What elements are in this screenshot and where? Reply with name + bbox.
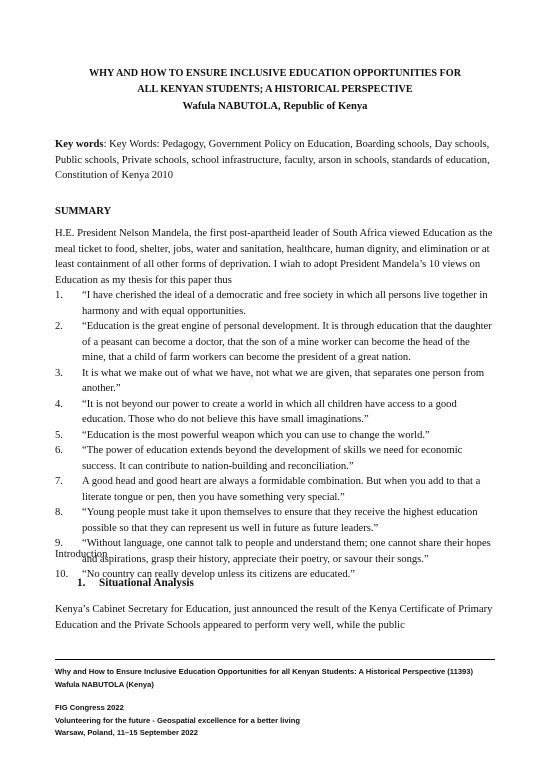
footer-conference-venue: Warsaw, Poland, 11–15 September 2022	[55, 728, 198, 737]
keywords-text: : Key Words: Pedagogy, Government Policy on Education, Boarding schools, Day schools, Public schools, Private schools, school infrastructure, faculty, arson in schools, standards of education, Constitution of Kenya 2010	[55, 139, 490, 181]
list-item-number: 2.	[55, 321, 63, 332]
list-item-number: 4.	[55, 398, 63, 410]
list-item-number: 1.	[55, 290, 63, 301]
list-item-text: “It is not beyond our power to create a world in which all children have access to a good education. Those who do not believe this have small imaginations.”	[82, 398, 457, 425]
list-item	[55, 397, 495, 428]
list-item-text: A good head and good heart are always a formidable combination. But when you add to that a literate tongue or pen, then you have something very special.”	[82, 476, 481, 503]
footer-divider	[55, 659, 495, 660]
summary-heading: SUMMARY	[55, 206, 112, 217]
summary-paragraph: H.E. President Nelson Mandela, the first post-apartheid leader of South Africa viewed Education as the meal ticket to food, shelter, jobs, water and sanitation, healthcare, human dignity, and elimination or at least containment of all other forms of deprivation. I wiah to adopt President Mandela’s 10 views on Education as my thesis for this paper thus	[55, 228, 493, 286]
list-item	[55, 505, 495, 536]
list-item-text: “I have cherished the ideal of a democratic and free society in which all persons live together in harmony and with equal opportunities.	[82, 290, 488, 317]
list-item-text: “No country can really develop unless its citizens are educated.”	[82, 569, 355, 580]
list-item-number: 7.	[55, 476, 63, 487]
section-title: Situational Analysis	[99, 577, 194, 589]
list-item	[55, 474, 495, 505]
list-item-text: “Education is the most powerful weapon which you can use to change the world.”	[82, 429, 430, 441]
list-item-number: 8.	[55, 507, 63, 518]
section-paragraph: Kenya’s Cabinet Secretary for Education, just announced the result of the Kenya Certificate of Primary Education and the Private Schools appeared to perform very well, while the public	[55, 604, 493, 631]
section-heading	[77, 577, 194, 589]
title-line-1: WHY AND HOW TO ENSURE INCLUSIVE EDUCATION OPPORTUNITIES FOR	[88, 68, 462, 79]
section-number: 1.	[77, 577, 86, 589]
footer-conference-theme: Volunteering for the future - Geospatial excellence for a better living	[55, 715, 301, 725]
footer-conference	[55, 702, 505, 740]
keywords-label: Key words	[55, 139, 104, 150]
list-item	[55, 319, 495, 366]
title-line-2: ALL KENYAN STUDENTS; A HISTORICAL PERSPECTIVE	[137, 84, 413, 95]
keywords-paragraph	[55, 137, 495, 184]
paper-title	[55, 66, 495, 98]
list-item	[55, 366, 495, 397]
list-item-text: “Without language, one cannot talk to people and understand them; one cannot share their hopes and aspirations, grasp their history, appreciate their poetry, or savour their songs.”	[82, 538, 491, 565]
list-item	[55, 288, 495, 319]
list-item	[55, 428, 495, 444]
footer-author: Wafula NABUTOLA (Kenya)	[55, 679, 154, 689]
footer-citation	[55, 666, 505, 691]
list-item-text: It is what we make out of what we have, not what we are given, that separates one person from another.”	[82, 367, 485, 394]
list-item-text: “The power of education extends beyond the development of skills we need for economic success. It can contribute to nation-building and reconciliation.”	[82, 445, 463, 472]
list-item-number: 5.	[55, 429, 63, 441]
list-item-number: 10.	[55, 569, 69, 580]
list-item-number: 9.	[55, 538, 63, 549]
list-item-text: “Education is the great engine of personal development. It is through education that the daughter of a peasant can become a doctor, that the son of a mine worker can become the head of the mine, that a child of farm workers can become the president of a great nation.	[82, 321, 492, 363]
footer-paper-title: Why and How to Ensure Inclusive Education Opportunities for all Kenyan Students: A Historical Perspective (11393)	[55, 667, 474, 676]
footer-conference-name: FIG Congress 2022	[55, 703, 124, 712]
list-item-text: “Young people must take it upon themselves to ensure that they receive the highest education possible so that they can represent us well in future as future leaders.”	[82, 507, 478, 534]
list-item-number: 6.	[55, 445, 63, 456]
author-line: Wafula NABUTOLA, Republic of Kenya	[182, 101, 368, 112]
list-item	[55, 443, 495, 474]
introduction-label: Introduction	[55, 549, 108, 560]
mandela-quotes-list	[55, 288, 495, 583]
list-item	[55, 536, 495, 567]
list-item-number: 3.	[55, 367, 63, 379]
